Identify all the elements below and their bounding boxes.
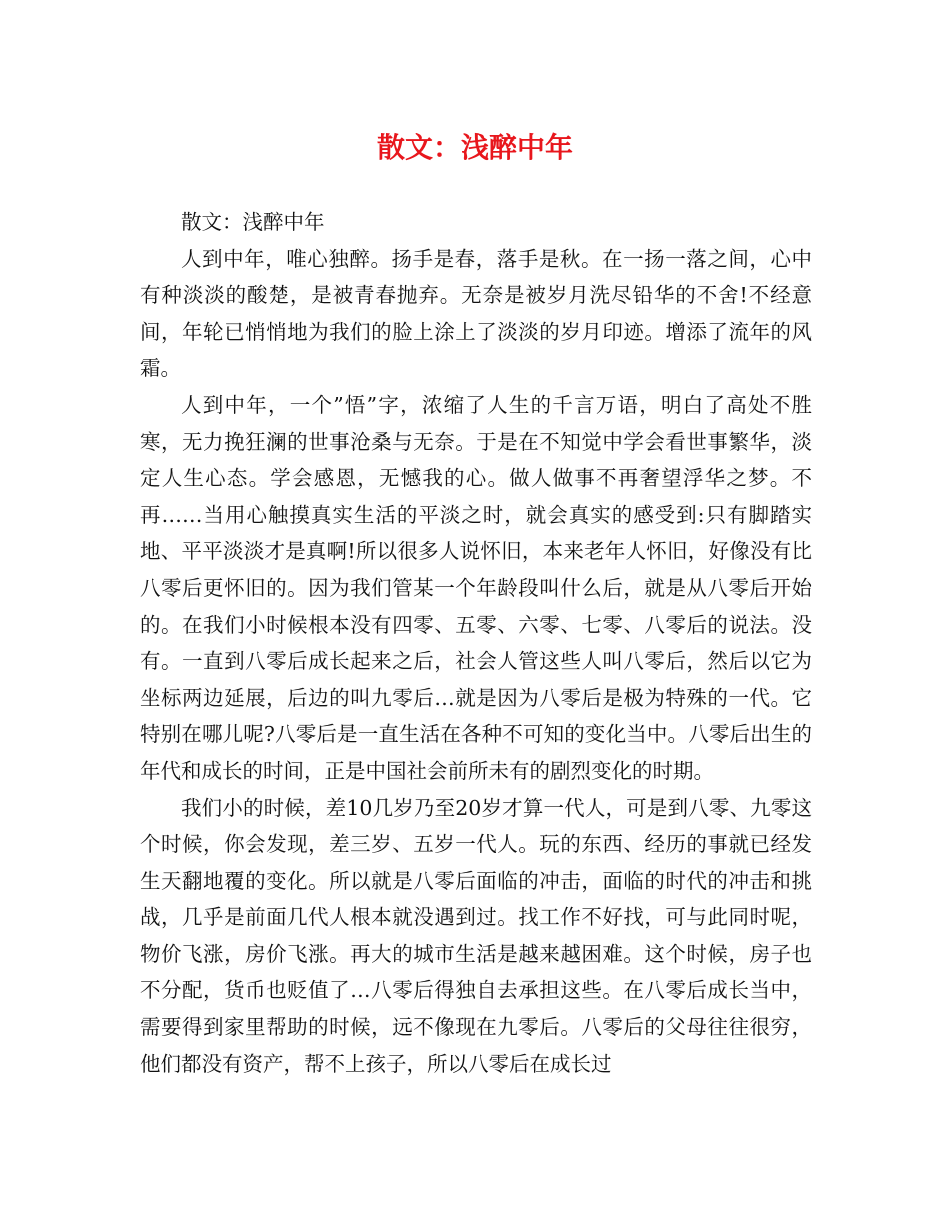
- paragraph-subtitle: 散文：浅醉中年: [181, 210, 325, 234]
- document-title: 散文：浅醉中年: [376, 131, 573, 164]
- paragraph: 人到中年，唯心独醉。扬手是春，落手是秋。在一扬一落之间，心中有种淡淡的酸楚，是被青春抛弃。无奈是被岁月洗尽铅华的不舍!不经意间，年轮已悄悄地为我们的脸上涂上了淡淡的岁月印迹。增添了流年的风霜。: [140, 246, 812, 381]
- document-body: [140, 204, 812, 1082]
- paragraph: 人到中年，一个”悟”字，浓缩了人生的千言万语，明白了高处不胜寒，无力挽狂澜的世事沧桑与无奈。于是在不知觉中学会看世事繁华，淡定人生心态。学会感恩，无憾我的心。做人做事不再奢望浮华之梦。不再……当用心触摸真实生活的平淡之时，就会真实的感受到:只有脚踏实地、平平淡淡才是真啊!所以很多人说怀旧，本来老年人怀旧，好像没有比八零后更怀旧的。因为我们管某一个年龄段叫什么后，就是从八零后开始的。在我们小时候根本没有四零、五零、六零、七零、八零后的说法。没有。一直到八零后成长起来之后，社会人管这些人叫八零后，然后以它为坐标两边延展，后边的叫九零后…就是因为八零后是极为特殊的一代。它特别在哪儿呢?八零后是一直生活在各种不可知的变化当中。八零后出生的年代和成长的时间，正是中国社会前所未有的剧烈变化的时期。: [140, 392, 812, 783]
- paragraph: 我们小的时候，差10几岁乃至20岁才算一代人，可是到八零、九零这个时候，你会发现，差三岁、五岁一代人。玩的东西、经历的事就已经发生天翻地覆的变化。所以就是八零后面临的冲击，面临的时代的冲击和挑战，几乎是前面几代人根本就没遇到过。找工作不好找，可与此同时呢，物价飞涨，房价飞涨。再大的城市生活是越来越困难。这个时候，房子也不分配，货币也贬值了…八零后得独自去承担这些。在八零后成长当中，需要得到家里帮助的时候，远不像现在九零后。八零后的父母往往很穷，他们都没有资产，帮不上孩子，所以八零后在成长过: [140, 795, 812, 1076]
